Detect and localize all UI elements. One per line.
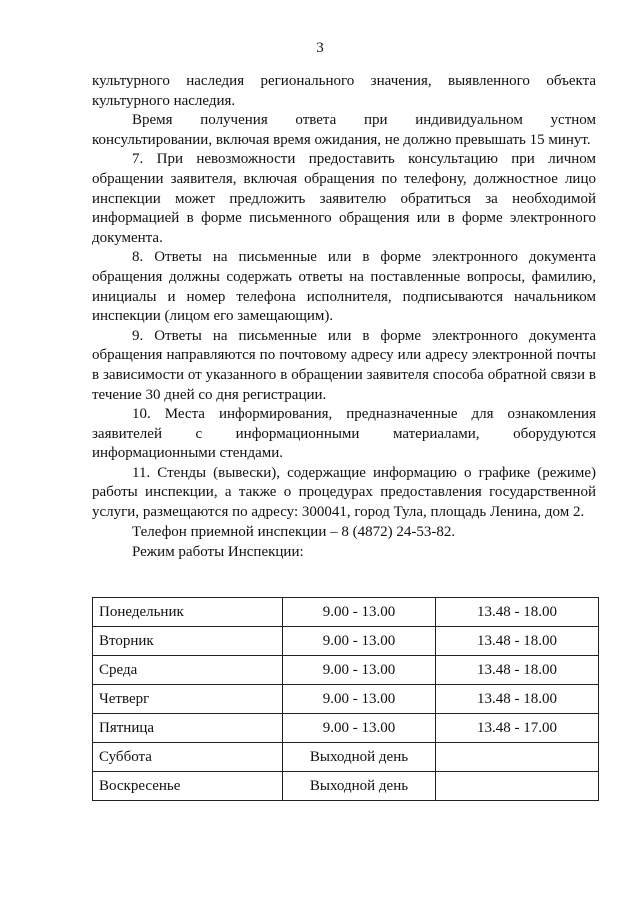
schedule-title: Режим работы Инспекции:	[132, 544, 304, 561]
table-row	[93, 714, 599, 743]
afternoon-hours-cell	[436, 772, 599, 801]
morning-hours-cell: Выходной день	[283, 772, 436, 801]
day-cell: Воскресенье	[93, 772, 283, 801]
table-row	[93, 772, 599, 801]
afternoon-hours-cell	[436, 743, 599, 772]
table-row	[93, 598, 599, 627]
paragraph-10: 10. Места информирования, предназначенные для ознакомления заявителей с информационными материалами, оборудуются информационными стендами.	[92, 406, 596, 462]
paragraph-7: 7. При невозможности предоставить консультацию при личном обращении заявителя, включая обращения по телефону, должностное лицо инспекции может предложить заявителю обратиться за необходимой информацией в форме письменного обращения или в форме электронного документа.	[92, 151, 596, 246]
table-row	[93, 656, 599, 685]
paragraph-11: 11. Стенды (вывески), содержащие информацию о графике (режиме) работы инспекции, а также о процедурах предоставления государственной услуги, размещаются по адресу: 300041, город Тула, площадь Ленина, дом 2.	[92, 464, 596, 521]
reception-phone: Телефон приемной инспекции – 8 (4872) 24-53-82.	[132, 523, 456, 540]
day-cell: Суббота	[93, 743, 283, 772]
morning-hours-cell: 9.00 - 13.00	[283, 714, 436, 743]
day-cell: Среда	[93, 656, 283, 685]
table-row	[93, 743, 599, 772]
page-number: 3	[316, 40, 324, 56]
morning-hours-cell: Выходной день	[283, 743, 436, 772]
paragraph-response-time: Время получения ответа при индивидуальном устном консультировании, включая время ожидания, не должно превышать 15 минут.	[92, 112, 596, 148]
day-cell: Пятница	[93, 714, 283, 743]
day-cell: Понедельник	[93, 598, 283, 627]
morning-hours-cell: 9.00 - 13.00	[283, 598, 436, 627]
afternoon-hours-cell: 13.48 - 17.00	[436, 714, 599, 743]
work-schedule-table	[92, 597, 599, 801]
morning-hours-cell: 9.00 - 13.00	[283, 685, 436, 714]
paragraph-9: 9. Ответы на письменные или в форме электронного документа обращения направляются по почтовому адресу или адресу электронной почты в зависимости от указанного в обращении заявителя способа обратной связи в течение 30 дней со дня регистрации.	[92, 327, 596, 403]
day-cell: Четверг	[93, 685, 283, 714]
table-row	[93, 685, 599, 714]
paragraph-8: 8. Ответы на письменные или в форме электронного документа обращения должны содержать ответы на поставленные вопросы, фамилию, инициалы и номер телефона исполнителя, подписываются начальником инспекции (лицом его замещающим).	[92, 249, 596, 325]
morning-hours-cell: 9.00 - 13.00	[283, 627, 436, 656]
table-row	[93, 627, 599, 656]
day-cell: Вторник	[93, 627, 283, 656]
document-body	[92, 72, 596, 563]
afternoon-hours-cell: 13.48 - 18.00	[436, 685, 599, 714]
afternoon-hours-cell: 13.48 - 18.00	[436, 598, 599, 627]
paragraph-continuation: культурного наследия регионального значения, выявленного объекта культурного наследия.	[92, 73, 596, 109]
afternoon-hours-cell: 13.48 - 18.00	[436, 627, 599, 656]
afternoon-hours-cell: 13.48 - 18.00	[436, 656, 599, 685]
morning-hours-cell: 9.00 - 13.00	[283, 656, 436, 685]
